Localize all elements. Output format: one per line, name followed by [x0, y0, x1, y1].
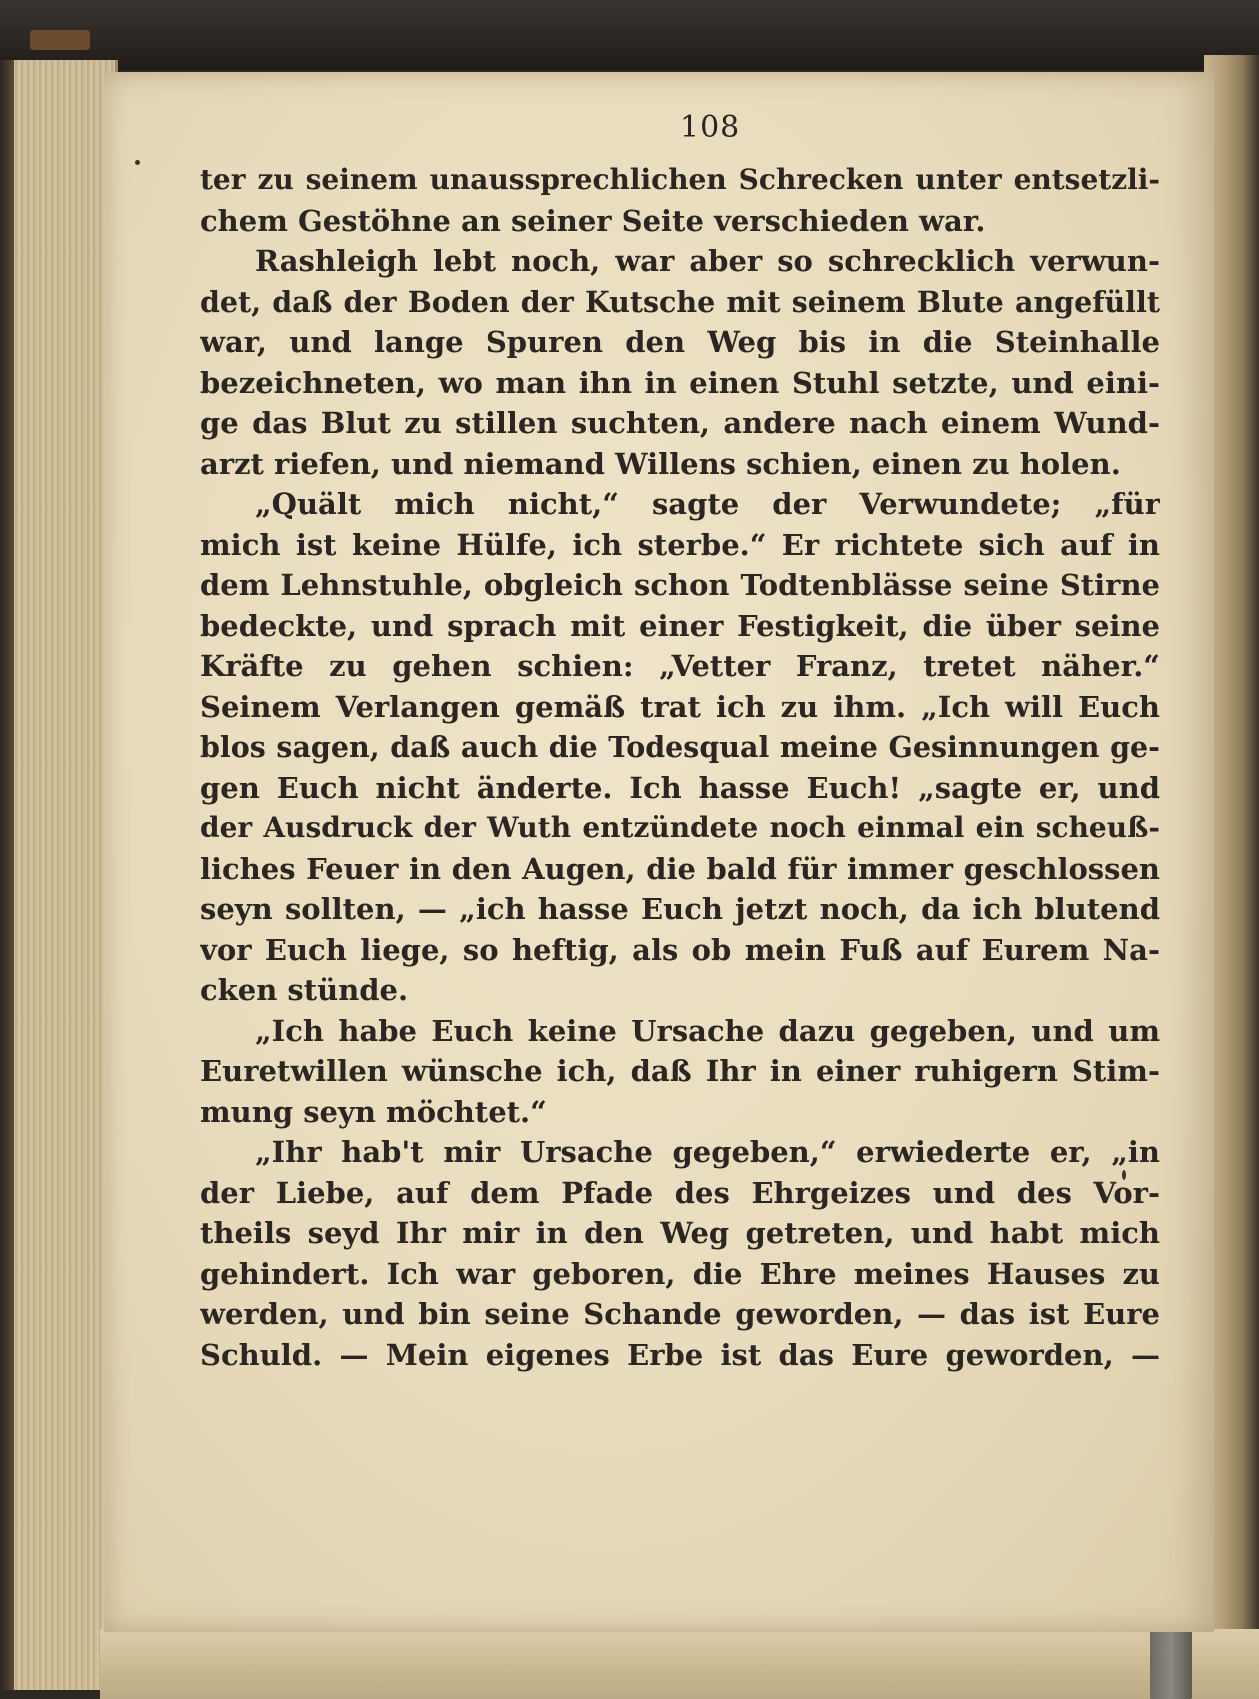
text-line: arzt riefen, und niemand Willens schien, einen zu holen. — [200, 446, 1121, 481]
text-line: dem Lehnstuhle, obgleich schon Todtenblässe seine Stirne — [200, 568, 1160, 602]
ink-speck — [135, 160, 140, 165]
text-line: Seinem Verlangen gemäß trat ich zu ihm. „Ich will Euch — [200, 689, 1160, 724]
text-line: cken stünde. — [200, 973, 409, 1007]
text-line: seyn sollten, — „ich hasse Euch jetzt noch, da ich blutend — [200, 892, 1160, 926]
text-line: der Liebe, auf dem Pfade des Ehrgeizes und des Vor- — [200, 1175, 1160, 1210]
text-line: „Ihr hab't mir Ursache gegeben,“ erwiederte er, „in — [255, 1135, 1160, 1169]
text-line: Rashleigh lebt noch, war aber so schrecklich verwun- — [255, 244, 1160, 278]
text-line: theils seyd Ihr mir in den Weg getreten, und habt mich — [200, 1216, 1160, 1250]
page-edges-left — [0, 60, 118, 1690]
text-line: gehindert. Ich war geboren, die Ehre meines Hauses zu — [200, 1256, 1160, 1291]
text-line: Euretwillen wünsche ich, daß Ihr in einer ruhigern Stim- — [200, 1054, 1160, 1088]
text-line: ge das Blut zu stillen suchten, andere nach einem Wund- — [200, 406, 1160, 440]
text-line: „Ich habe Euch keine Ursache dazu gegeben, und um — [255, 1013, 1160, 1048]
page-number: 108 — [680, 110, 741, 145]
text-line: war, und lange Spuren den Weg bis in die Steinhalle — [200, 325, 1160, 359]
cover-tear — [30, 30, 90, 50]
text-line: blos sagen, daß auch die Todesqual meine Gesinnungen ge- — [200, 730, 1160, 764]
text-line: bedeckte, und sprach mit einer Festigkeit, die über seine — [200, 608, 1160, 643]
text-line: Schuld. — Mein eigenes Erbe ist das Eure geworden, — — [200, 1337, 1160, 1372]
text-line: chem Gestöhne an seiner Seite verschieden war. — [200, 203, 986, 238]
text-line: mich ist keine Hülfe, ich sterbe.“ Er richtete sich auf in — [200, 527, 1160, 562]
page-edges-bottom — [100, 1629, 1259, 1699]
text-line: det, daß der Boden der Kutsche mit seinem Blute angefüllt — [200, 284, 1160, 319]
text-line: der Ausdruck der Wuth entzündete noch einmal ein scheuß- — [200, 811, 1160, 844]
text-line: „Quält mich nicht,“ sagte der Verwundete; „für — [255, 487, 1160, 521]
page-body-text — [200, 160, 1160, 1375]
text-line: vor Euch liege, so heftig, als ob mein Fuß auf Eurem Na- — [200, 932, 1160, 967]
text-line: werden, und bin seine Schande geworden, — das ist Eure — [200, 1297, 1160, 1331]
book-cover-top — [0, 0, 1259, 70]
text-line: ter zu seinem unaussprechlichen Schrecken unter entsetzli- — [200, 163, 1160, 196]
text-line: mung seyn möchtet.“ — [200, 1094, 547, 1129]
text-line: gen Euch nicht änderte. Ich hasse Euch! „sagte er, und — [200, 770, 1160, 805]
text-line: Kräfte zu gehen schien: „Vetter Franz, tretet näher.“ — [200, 649, 1160, 683]
text-line: liches Feuer in den Augen, die bald für immer geschlossen — [200, 851, 1160, 886]
text-line: bezeichneten, wo man ihn in einen Stuhl setzte, und eini- — [200, 365, 1160, 400]
